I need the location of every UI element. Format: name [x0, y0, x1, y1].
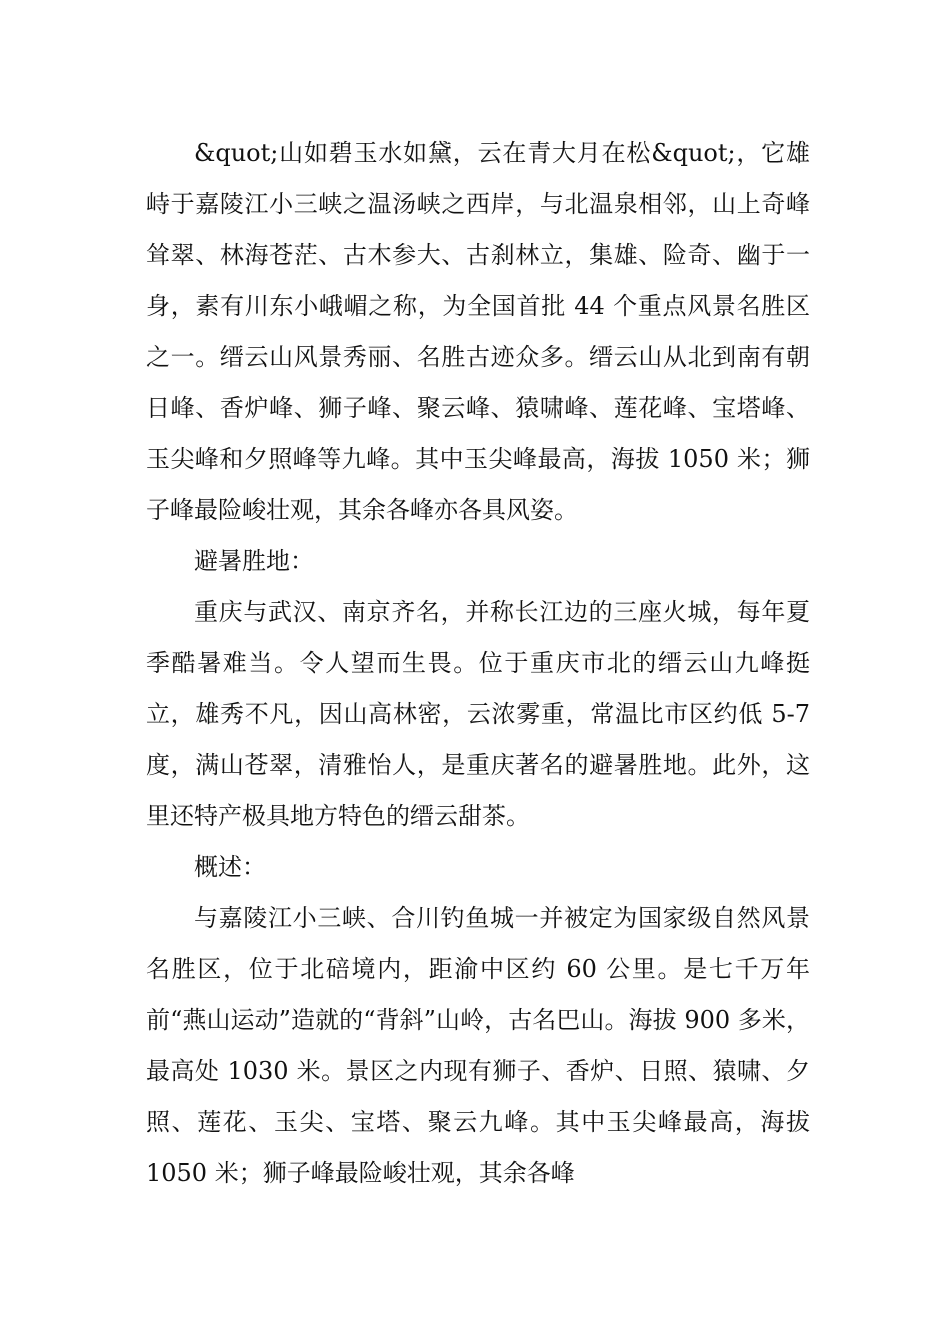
document-body: [146, 128, 810, 1199]
paragraph-intro: &quot;山如碧玉水如黛，云在青大月在松&quot;，它雄峙于嘉陵江小三峡之温汤峡之西岸，与北温泉相邻，山上奇峰耸翠、林海苍茫、古木参大、古刹林立，集雄、险奇、幽于一身，素有川东小峨嵋之称，为全国首批 44 个重点风景名胜区之一。缙云山风景秀丽、名胜古迹众多。缙云山从北到南有朝日峰、香炉峰、狮子峰、聚云峰、猿啸峰、莲花峰、宝塔峰、玉尖峰和夕照峰等九峰。其中玉尖峰最高，海拔 1050 米；狮子峰最险峻壮观，其余各峰亦各具风姿。: [146, 139, 810, 524]
paragraph-overview: 与嘉陵江小三峡、合川钓鱼城一并被定为国家级自然风景名胜区，位于北碚境内，距渝中区约 60 公里。是七千万年前“燕山运动”造就的“背斜”山岭，古名巴山。海拔 900 多米，最高处 1030 米。景区之内现有狮子、香炉、日照、猿啸、夕照、莲花、玉尖、宝塔、聚云九峰。其中玉尖峰最高，海拔 1050 米；狮子峰最险峻壮观，其余各峰: [146, 904, 810, 1187]
section-heading-overview: 概述：: [194, 853, 266, 881]
section-heading-summer-resort: 避暑胜地：: [194, 547, 314, 575]
paragraph-summer-resort: 重庆与武汉、南京齐名，并称长江边的三座火城，每年夏季酷暑难当。令人望而生畏。位于重庆市北的缙云山九峰挺立，雄秀不凡，因山高林密，云浓雾重，常温比市区约低 5-7 度，满山苍翠，清雅怡人，是重庆著名的避暑胜地。此外，这里还特产极具地方特色的缙云甜茶。: [146, 598, 810, 830]
